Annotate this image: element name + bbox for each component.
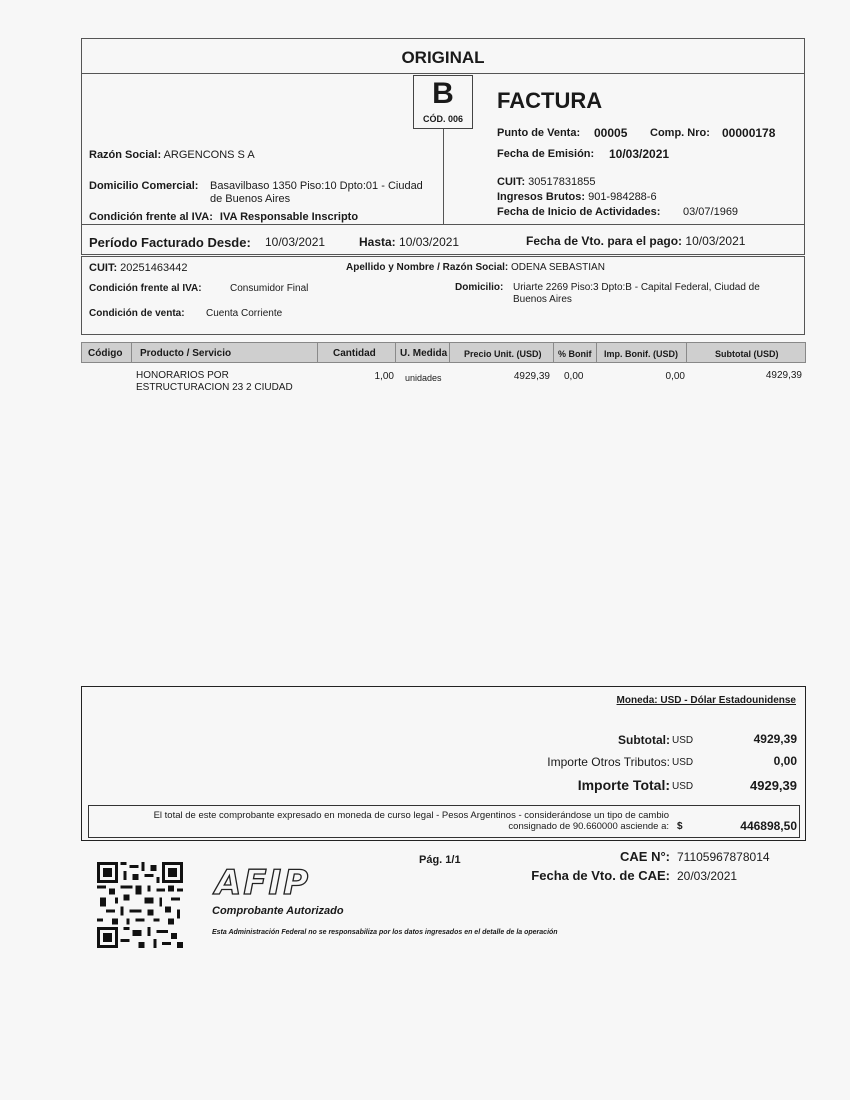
cae-vto-label: Fecha de Vto. de CAE: — [531, 868, 670, 883]
inicio-actividades-label: Fecha de Inicio de Actividades: — [497, 206, 661, 218]
emisor-iibb — [497, 191, 657, 203]
emisor-cuit — [497, 176, 595, 188]
cliente-nombre — [346, 262, 605, 273]
subtotal-label: Subtotal: — [618, 733, 670, 747]
domicilio-line-1: Basavilbaso 1350 Piso:10 Dpto:01 - Ciudad — [210, 180, 423, 192]
condicion-venta-value: Cuenta Corriente — [206, 308, 283, 319]
item-cantidad: 1,00 — [374, 371, 394, 382]
periodo-hasta-label: Hasta: — [359, 235, 396, 249]
col-bonif-pct: % Bonif — [558, 349, 592, 359]
col-cantidad: Cantidad — [333, 348, 376, 359]
cliente-cuit — [89, 262, 187, 274]
col-separator — [317, 343, 318, 363]
cliente-cuit-label: CUIT: — [89, 262, 118, 274]
emisor-razon-social — [89, 149, 255, 161]
col-separator — [395, 343, 396, 363]
condicion-venta-label: Condición de venta: — [89, 308, 185, 319]
header-divider — [443, 121, 444, 225]
emisor-iva — [89, 211, 358, 223]
cliente-iva-value: Consumidor Final — [230, 283, 309, 294]
total-label: Importe Total: — [577, 777, 670, 793]
periodo-desde-value: 10/03/2021 — [265, 235, 326, 249]
total-value: 4929,39 — [750, 778, 797, 793]
invoice-type-box — [413, 75, 473, 129]
iibb-label: Ingresos Brutos: — [497, 191, 586, 203]
subtotal-value: 4929,39 — [753, 732, 797, 746]
doc-title: FACTURA — [497, 88, 603, 113]
razon-social-label: Razón Social: — [89, 149, 162, 161]
periodo-hasta — [359, 235, 459, 249]
cliente-cuit-value: 20251463442 — [120, 262, 188, 274]
col-producto: Producto / Servicio — [140, 348, 232, 359]
col-separator — [596, 343, 597, 363]
item-bonif-pct: 0,00 — [564, 371, 584, 382]
fecha-vto-pago-value: 10/03/2021 — [685, 234, 746, 248]
fecha-emision-label: Fecha de Emisión: — [497, 148, 595, 160]
punto-venta-value: 00005 — [594, 126, 628, 140]
item-precio: 4929,39 — [513, 371, 550, 382]
page-number: Pág. 1/1 — [419, 854, 461, 866]
inicio-actividades-value: 03/07/1969 — [683, 206, 739, 218]
item-producto-line-1: HONORARIOS POR — [136, 370, 229, 381]
col-bonif-imp: Imp. Bonif. (USD) — [604, 349, 678, 359]
razon-social-value: ARGENCONS S A — [163, 149, 255, 161]
col-precio: Precio Unit. (USD) — [464, 349, 542, 359]
afip-disclaimer: Esta Administración Federal no se responsabiliza por los datos ingresados en el detalle de la operación — [212, 929, 558, 936]
copy-label: ORIGINAL — [401, 48, 485, 67]
periodo-desde-label: Período Facturado Desde: — [89, 235, 251, 250]
otros-tributos-value: 0,00 — [773, 754, 797, 768]
iva-value: IVA Responsable Inscripto — [219, 211, 359, 223]
item-bonif-imp: 0,00 — [665, 371, 685, 382]
col-unidad: U. Medida — [400, 348, 448, 359]
fecha-vto-pago-label: Fecha de Vto. para el pago: — [526, 234, 683, 248]
cae-value: 71105967878014 — [677, 850, 770, 864]
iibb-value: 901-984288-6 — [588, 191, 657, 203]
conversion-total: 446898,50 — [740, 819, 797, 833]
col-separator — [686, 343, 687, 363]
iva-label: Condición frente al IVA: — [89, 211, 213, 223]
copy-banner — [81, 38, 805, 74]
comprobante-autorizado: Comprobante Autorizado — [212, 905, 344, 917]
cae-vto-value: 20/03/2021 — [677, 869, 738, 883]
otros-tributos-label: Importe Otros Tributos: — [547, 755, 670, 769]
invoice-type-code: CÓD. 006 — [422, 114, 464, 124]
col-separator — [131, 343, 132, 363]
item-subtotal: 4929,39 — [765, 370, 802, 381]
cliente-iva-label: Condición frente al IVA: — [89, 283, 202, 294]
col-subtotal: Subtotal (USD) — [715, 349, 779, 359]
fecha-emision-value: 10/03/2021 — [609, 147, 670, 161]
conversion-text — [90, 810, 669, 832]
moneda-label: Moneda: USD - Dólar Estadounidense — [616, 695, 796, 706]
cuit-value: 30517831855 — [528, 176, 596, 188]
otros-tributos-currency: USD — [672, 757, 694, 768]
comp-nro-label: Comp. Nro: — [650, 127, 710, 139]
qr-code-icon — [97, 862, 183, 948]
cliente-nombre-value: ODENA SEBASTIAN — [511, 262, 605, 273]
total-currency: USD — [672, 781, 694, 792]
conversion-line-1: El total de este comprobante expresado en moneda de curso legal - Pesos Argentinos - considerándose un tipo de cambio — [153, 810, 669, 821]
item-producto-line-2: ESTRUCTURACION 23 2 CIUDAD — [136, 382, 293, 393]
col-codigo: Código — [88, 348, 123, 359]
conversion-line-2: consignado de 90.660000 asciende a: — [508, 821, 669, 832]
domicilio-label: Domicilio Comercial: — [89, 180, 199, 192]
fecha-vto-pago — [526, 234, 745, 248]
cliente-domicilio-label: Domicilio: — [455, 282, 504, 293]
domicilio-line-2: de Buenos Aires — [210, 193, 291, 205]
invoice-type-letter: B — [432, 77, 454, 110]
col-separator — [449, 343, 450, 363]
punto-venta-label: Punto de Venta: — [497, 127, 581, 139]
col-separator — [553, 343, 554, 363]
item-unidad: unidades — [405, 373, 442, 383]
items-table-header — [81, 342, 806, 363]
cliente-nombre-label: Apellido y Nombre / Razón Social: — [346, 262, 509, 273]
cuit-label: CUIT: — [497, 176, 526, 188]
cliente-domicilio-line-2: Buenos Aires — [513, 294, 572, 305]
cliente-domicilio-line-1: Uriarte 2269 Piso:3 Dpto:B - Capital Federal, Ciudad de — [513, 282, 760, 293]
comp-nro-value: 00000178 — [722, 126, 776, 140]
afip-logo — [215, 863, 311, 903]
cae-label: CAE N°: — [620, 849, 670, 864]
periodo-hasta-value: 10/03/2021 — [399, 235, 460, 249]
subtotal-currency: USD — [672, 735, 694, 746]
conversion-currency: $ — [677, 821, 683, 832]
afip-logo-text: AFIP — [215, 863, 311, 903]
